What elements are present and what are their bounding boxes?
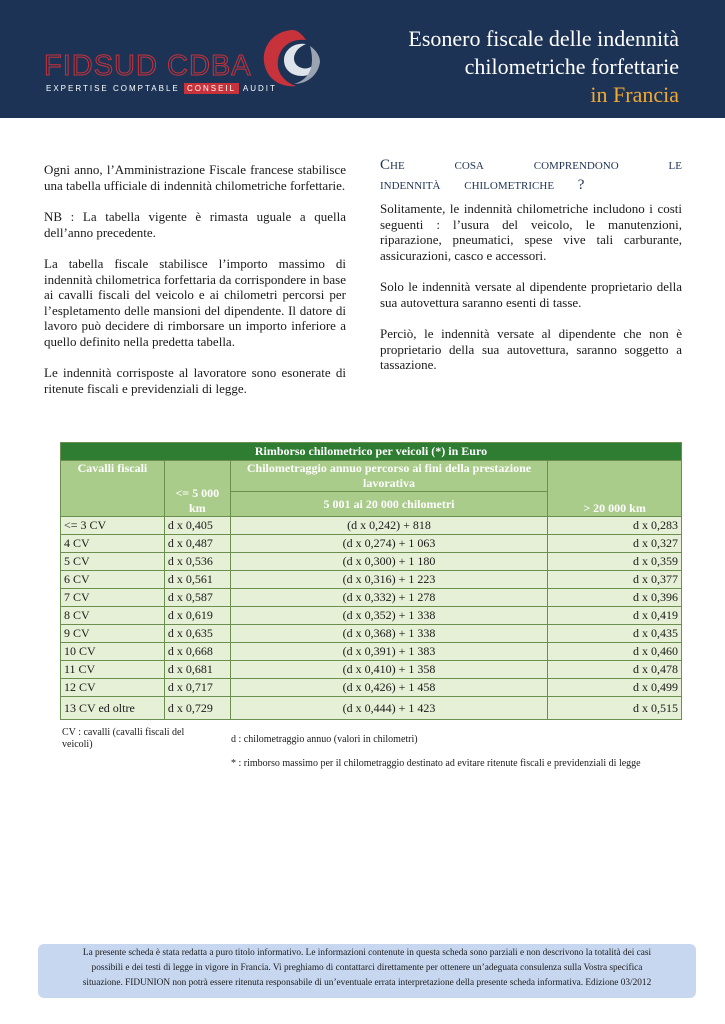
paragraph: NB : La tabella vigente è rimasta uguale a quella dell’anno precedente. [44,209,346,240]
paragraph: Ogni anno, l’Amministrazione Fiscale francese stabilisce una tabella ufficiale di indennità chilometriche forfettarie. [44,162,346,193]
cell-cv: 11 CV [61,661,165,679]
logo-tagline: EXPERTISE COMPTABLE CONSEIL AUDIT [46,84,277,93]
table-row [61,661,682,679]
cell-b: (d x 0,242) + 818 [230,517,547,535]
cell-c: d x 0,435 [548,625,682,643]
note-d: d : chilometraggio annuo (valori in chilometri) [231,734,418,745]
logo-wordmark: FIDSUD CDBA [44,50,252,82]
cell-c: d x 0,396 [548,589,682,607]
table-row [61,643,682,661]
cell-a: d x 0,587 [164,589,230,607]
table-body [61,517,682,720]
cell-b: (d x 0,352) + 1 338 [230,607,547,625]
cell-c: d x 0,377 [548,571,682,589]
cell-a: d x 0,405 [164,517,230,535]
cell-cv: 7 CV [61,589,165,607]
note-star: * : rimborso massimo per il chilometraggio destinato ad evitare ritenute fiscali e previdenziali di legge [231,758,641,769]
note-cv: CV : cavalli (cavalli fiscali del veicoli) [62,727,185,750]
cell-b: (d x 0,332) + 1 278 [230,589,547,607]
table-row [61,553,682,571]
header-col-c: > 20 000 km [548,461,682,517]
cell-cv: 12 CV [61,679,165,697]
left-column [44,162,346,412]
disclaimer-footer: La presente scheda è stata redatta a puro titolo informativo. Le informazioni contenute in questa scheda sono parziali e non descrivono la totalità dei casi possibili e dei testi di legge in vigore in Francia. Vi preghiamo di contattarci direttamente per ottenere un’adeguata consulenza sulla Vostra specifica situazione. FIDUNION non potrà essere ritenuta responsabile di un’eventuale errata interpretazione della presente scheda informativa. Edizione 03/2012 [38,944,696,998]
table-title-row [61,443,682,461]
cell-c: d x 0,419 [548,607,682,625]
cell-a: d x 0,487 [164,535,230,553]
table-row [61,517,682,535]
cell-cv: 8 CV [61,607,165,625]
cell-cv: <= 3 CV [61,517,165,535]
section-heading: Che cosa comprendono le indennità chilometriche ? [380,157,682,193]
page-header [0,0,725,118]
cell-cv: 10 CV [61,643,165,661]
header-col-a: <= 5 000 km [164,461,230,517]
paragraph: Solitamente, le indennità chilometriche includono i costi seguenti : l’usura del veicolo, le manutenzioni, riparazione, pneumatici, spese vive tali carburante, assicurazioni, casco e accessori. [380,201,682,263]
cell-b: (d x 0,300) + 1 180 [230,553,547,571]
table-row [61,625,682,643]
cell-cv: 9 CV [61,625,165,643]
paragraph: Perciò, le indennità versate al dipendente che non è proprietario della sua autovettura, saranno soggetto a tassazione. [380,326,682,372]
paragraph: Le indennità corrisposte al lavoratore sono esonerate di ritenute fiscali e previdenziali di legge. [44,365,346,396]
cell-cv: 5 CV [61,553,165,571]
cell-a: d x 0,668 [164,643,230,661]
cell-c: d x 0,359 [548,553,682,571]
cell-cv: 6 CV [61,571,165,589]
cell-c: d x 0,515 [548,697,682,720]
logo-swirl-icon [258,26,326,92]
table-title: Rimborso chilometrico per veicoli (*) in Euro [61,443,682,461]
paragraph: Solo le indennità versate al dipendente proprietario della sua autovettura saranno esenti di tasse. [380,279,682,310]
conseil-badge: CONSEIL [184,83,239,94]
cell-a: d x 0,635 [164,625,230,643]
table-row [61,607,682,625]
cell-a: d x 0,536 [164,553,230,571]
cell-b: (d x 0,391) + 1 383 [230,643,547,661]
table-row [61,679,682,697]
cell-b: (d x 0,368) + 1 338 [230,625,547,643]
table-row [61,535,682,553]
cell-b: (d x 0,316) + 1 223 [230,571,547,589]
cell-c: d x 0,499 [548,679,682,697]
cell-c: d x 0,283 [548,517,682,535]
cell-b: (d x 0,426) + 1 458 [230,679,547,697]
cell-a: d x 0,681 [164,661,230,679]
right-column [380,155,682,389]
cell-cv: 13 CV ed oltre [61,697,165,720]
header-km-group: Chilometraggio annuo percorso ai fini della prestazione lavorativa [230,461,547,492]
table-header-row [61,461,682,492]
cell-a: d x 0,717 [164,679,230,697]
cell-cv: 4 CV [61,535,165,553]
cell-b: (d x 0,444) + 1 423 [230,697,547,720]
table-row [61,697,682,720]
cell-a: d x 0,729 [164,697,230,720]
header-col-b: 5 001 ai 20 000 chilometri [230,492,547,517]
cell-c: d x 0,460 [548,643,682,661]
cell-c: d x 0,478 [548,661,682,679]
table-row [61,589,682,607]
cell-a: d x 0,619 [164,607,230,625]
header-cv: Cavalli fiscali [61,461,165,517]
mileage-rates-table [60,442,682,720]
paragraph: La tabella fiscale stabilisce l’importo massimo di indennità chilometrica forfettaria da corrispondere in base ai cavalli fiscali del veicolo e ai chilometri percorsi per l’espletamento delle mansioni del dipendente. Il datore di lavoro può decidere di rimborsare un importo inferiore a quello definito nella predetta tabella. [44,256,346,349]
cell-a: d x 0,561 [164,571,230,589]
page-title: Esonero fiscale delle indennità chilometriche forfettarie in Francia [408,26,679,107]
cell-b: (d x 0,274) + 1 063 [230,535,547,553]
cell-b: (d x 0,410) + 1 358 [230,661,547,679]
cell-c: d x 0,327 [548,535,682,553]
table-row [61,571,682,589]
